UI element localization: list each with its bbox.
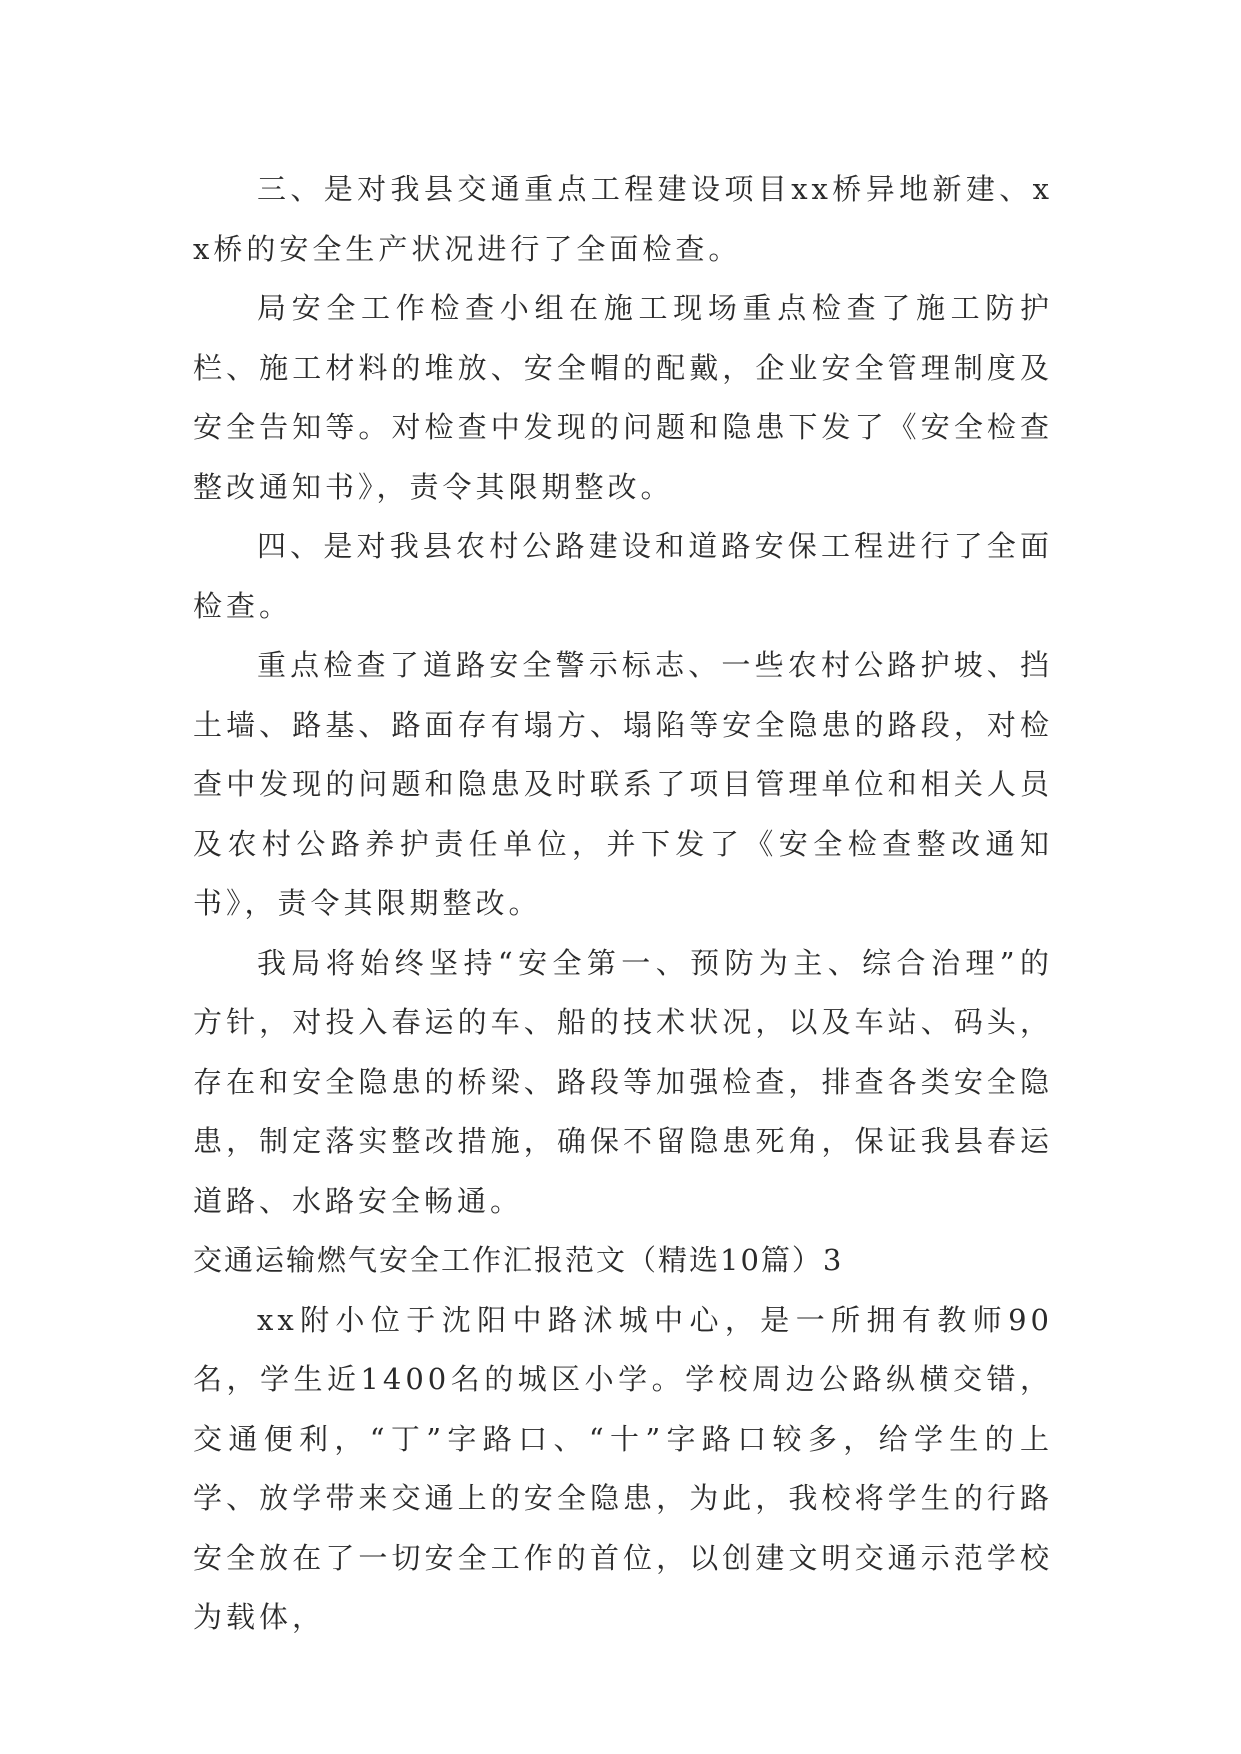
paragraph-road-safety-check: 重点检查了道路安全警示标志、一些农村公路护坡、挡土墙、路基、路面存有塌方、塌陷等安全隐患的路段，对检查中发现的问题和隐患及时联系了项目管理单位和相关人员及农村公路养护责任单位，并下发了《安全检查整改通知书》，责令其限期整改。 <box>193 648 1053 920</box>
document-body <box>193 160 1053 1648</box>
section-heading: 交通运输燃气安全工作汇报范文（精选10篇）3 <box>193 1243 844 1277</box>
paragraph-safety-policy: 我局将始终坚持“安全第一、预防为主、综合治理”的方针，对投入春运的车、船的技术状况，以及车站、码头，存在和安全隐患的桥梁、路段等加强检查，排查各类安全隐患，制定落实整改措施，确保不留隐患死角，保证我县春运道路、水路安全畅通。 <box>193 945 1053 1218</box>
paragraph-school-intro: xx附小位于沈阳中路沭城中心，是一所拥有教师90名，学生近1400名的城区小学。学校周边公路纵横交错，交通便利，“丁”字路口、“十”字路口较多，给学生的上学、放学带来交通上的安全隐患，为此，我校将学生的行路安全放在了一切安全工作的首位，以创建文明交通示范学校为载体， <box>193 1302 1053 1634</box>
paragraph-construction-site-check: 局安全工作检查小组在施工现场重点检查了施工防护栏、施工材料的堆放、安全帽的配戴，企业安全管理制度及安全告知等。对检查中发现的问题和隐患下发了《安全检查整改通知书》，责令其限期整改。 <box>193 291 1053 504</box>
paragraph-inspection-bridges: 三、是对我县交通重点工程建设项目xx桥异地新建、xx桥的安全生产状况进行了全面检查。 <box>193 172 1053 266</box>
paragraph-inspection-rural-roads: 四、是对我县农村公路建设和道路安保工程进行了全面检查。 <box>193 529 1053 623</box>
